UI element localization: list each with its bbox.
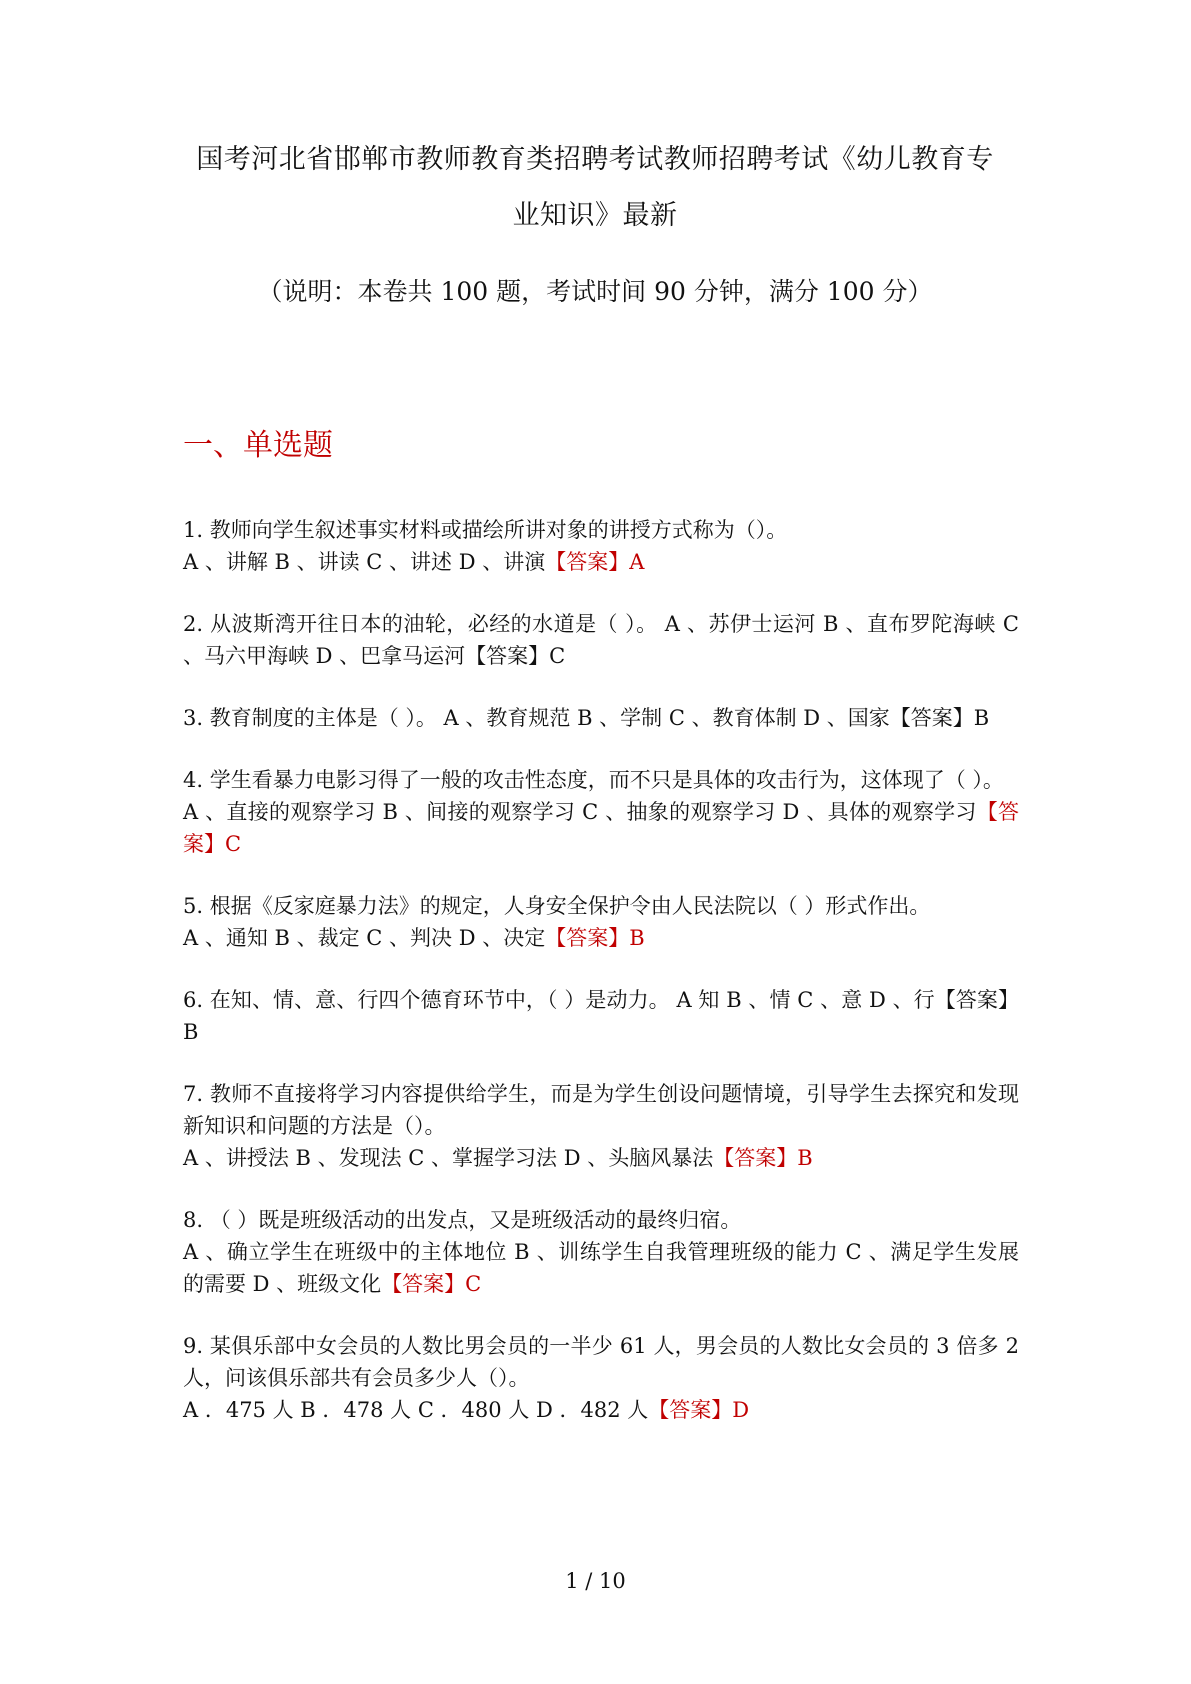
question-options: A 、讲解 B 、讲读 C 、讲述 D 、讲演【答案】A [183, 550, 645, 574]
question-answer: 【答案】C [465, 644, 566, 668]
question-stem: 1. 教师向学生叙述事实材料或描绘所讲对象的讲授方式称为（）。 [183, 518, 788, 542]
question-options: A 、确立学生在班级中的主体地位 B 、训练学生自我管理班级的能力 C 、满足学生发展的需要 D 、班级文化【答案】C [183, 1240, 1019, 1296]
question-stem: 2. 从波斯湾开往日本的油轮，必经的水道是（ ）。 A 、苏伊士运河 B 、直布罗陀海峡 C 、马六甲海峡 D 、巴拿马运河【答案】C [183, 612, 1019, 668]
question-stem: 8. （ ）既是班级活动的出发点，又是班级活动的最终归宿。 [183, 1208, 742, 1232]
question-answer: 【答案】C [183, 800, 1019, 856]
question-stem: 7. 教师不直接将学习内容提供给学生，而是为学生创设问题情境，引导学生去探究和发现新知识和问题的方法是（）。 [183, 1082, 1019, 1138]
exam-instructions: （说明：本卷共 100 题，考试时间 90 分钟，满分 100 分） [257, 277, 933, 306]
question-answer: 【答案】B [183, 988, 1019, 1044]
question-item [183, 984, 1019, 1048]
question-answer: 【答案】D [648, 1398, 750, 1422]
question-stem: 3. 教育制度的主体是（ ）。 A 、教育规范 B 、学制 C 、教育体制 D 、国家【答案】B [183, 706, 990, 730]
question-stem: 6. 在知、情、意、行四个德育环节中，（ ）是动力。 A 知 B 、情 C 、意 D 、行【答案】B [183, 988, 1019, 1044]
question-options: A 、通知 B 、裁定 C 、判决 D 、决定【答案】B [183, 926, 645, 950]
question-options: A 、直接的观察学习 B 、间接的观察学习 C 、抽象的观察学习 D 、具体的观察学习【答案】C [183, 800, 1019, 856]
question-item [183, 514, 1019, 578]
question-stem: 5. 根据《反家庭暴力法》的规定，人身安全保护令由人民法院以（ ）形式作出。 [183, 894, 931, 918]
question-list [183, 514, 1019, 1456]
question-options: A ．475 人 B ．478 人 C ．480 人 D ．482 人【答案】D [183, 1398, 750, 1422]
question-item [183, 890, 1019, 954]
question-answer: 【答案】A [545, 550, 645, 574]
page-number: 1 / 10 [565, 1569, 626, 1593]
question-stem: 4. 学生看暴力电影习得了一般的攻击性态度，而不只是具体的攻击行为，这体现了（ ）。 [183, 768, 1004, 792]
section-heading: 一、单选题 [183, 428, 333, 463]
question-options: A 、讲授法 B 、发现法 C 、掌握学习法 D 、头脑风暴法【答案】B [183, 1146, 813, 1170]
question-item [183, 1078, 1019, 1174]
title-line-1: 国考河北省邯郸市教师教育类招聘考试教师招聘考试《幼儿教育专 [196, 144, 994, 175]
question-answer: 【答案】B [889, 706, 990, 730]
question-stem: 9. 某俱乐部中女会员的人数比男会员的一半少 61 人，男会员的人数比女会员的 3 倍多 2 人，问该俱乐部共有会员多少人（）。 [183, 1334, 1019, 1390]
question-answer: 【答案】B [545, 926, 645, 950]
question-item [183, 702, 1019, 734]
question-answer: 【答案】B [713, 1146, 813, 1170]
document-title [170, 132, 1020, 244]
question-item [183, 1204, 1019, 1300]
question-answer: 【答案】C [381, 1272, 482, 1296]
question-item [183, 764, 1019, 860]
question-item [183, 608, 1019, 672]
question-item [183, 1330, 1019, 1426]
title-line-2: 业知识》最新 [512, 200, 678, 231]
